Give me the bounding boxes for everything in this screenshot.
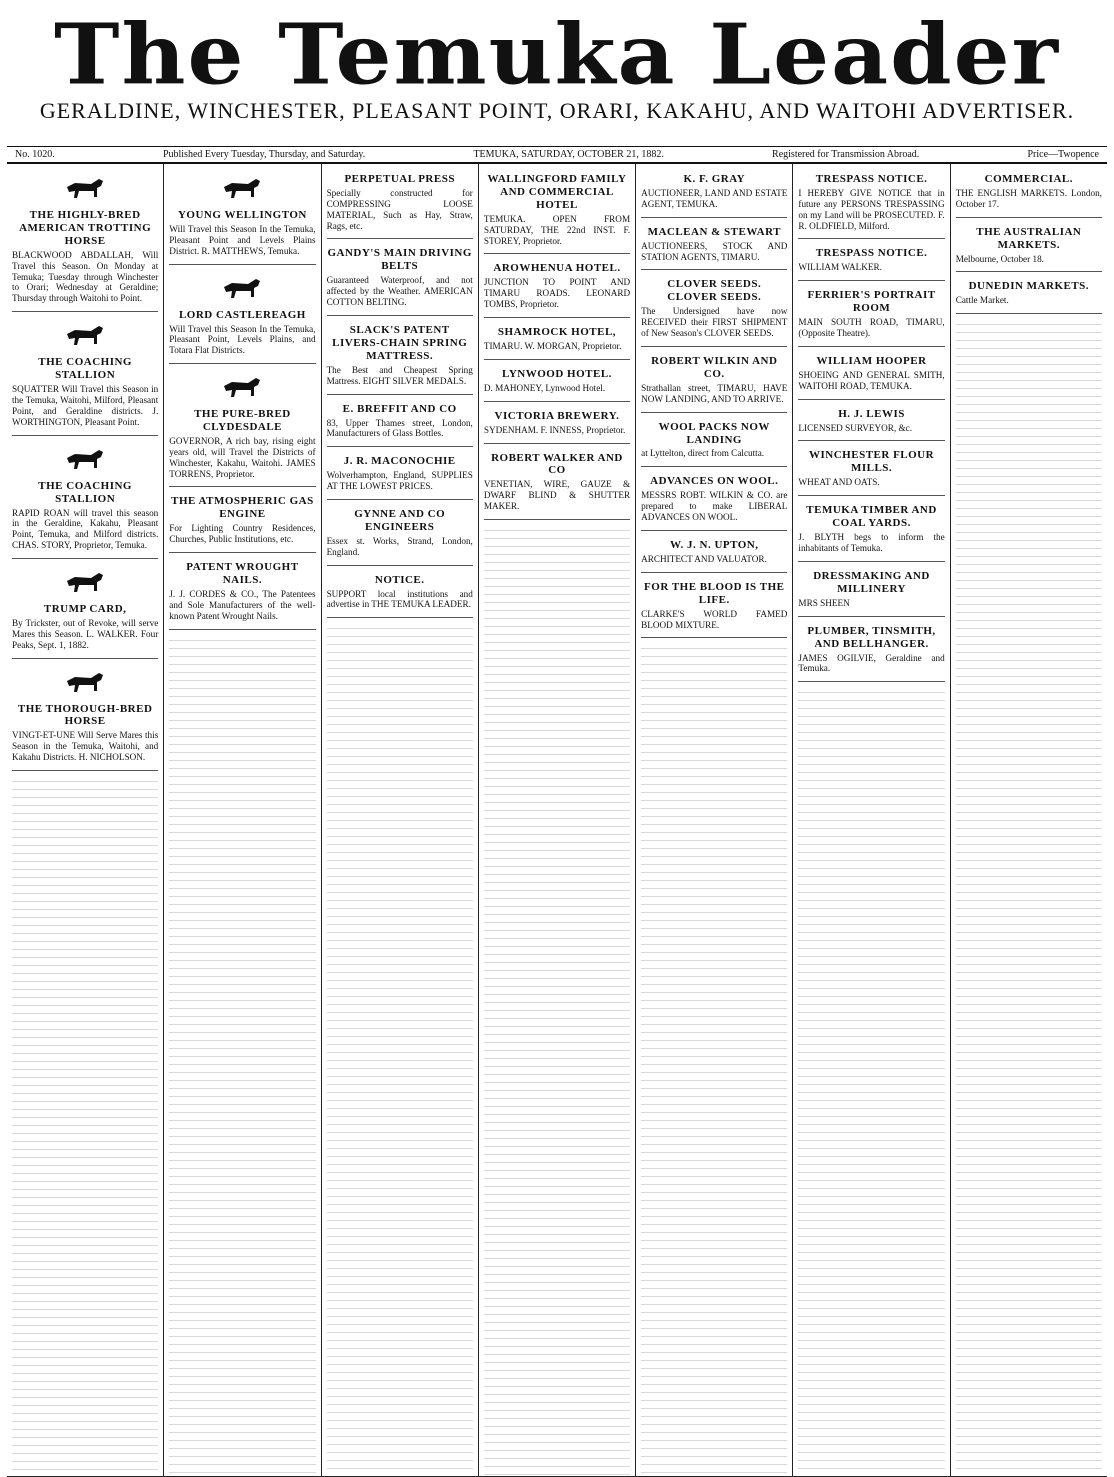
advertisement-heading: ROBERT WILKIN AND CO. — [651, 354, 778, 380]
advertisement-heading: YOUNG WELLINGTON — [177, 209, 307, 221]
advertisement — [798, 620, 944, 683]
advertisement-heading: VICTORIA BREWERY. — [494, 409, 620, 422]
advertisement-heading: MACLEAN & STEWART — [647, 225, 781, 238]
advertisement-heading: WILLIAM HOOPER — [816, 354, 927, 367]
advertisement — [327, 569, 473, 619]
advertisement — [641, 416, 787, 468]
advertisement-heading: THE THOROUGH-BRED HORSE — [17, 702, 153, 728]
advertisement-heading: TRESPASS NOTICE. — [815, 247, 928, 260]
advertisement-text: J. BLYTH begs to inform the inhabitants of Temuka. — [798, 532, 945, 553]
advertisement — [798, 242, 944, 281]
advertisement-heading: WOOL PACKS NOW LANDING — [658, 420, 770, 446]
advertisement-text: THE ENGLISH MARKETS. London, October 17. — [955, 187, 1102, 209]
advertisement — [484, 257, 630, 318]
advertisement-heading: THE ATMOSPHERIC GAS ENGINE — [171, 495, 314, 521]
advertisement-heading: H. J. LEWIS — [838, 407, 905, 420]
advertisement — [12, 315, 158, 435]
advertisement — [641, 168, 787, 218]
advertisement — [327, 450, 473, 500]
advertisement-heading: COMMERCIAL. — [984, 173, 1073, 185]
advertisement — [169, 490, 315, 553]
issue-date: TEMUKA, SATURDAY, OCTOBER 21, 1882. — [473, 149, 664, 160]
advertisement-heading: J. R. MACONOCHIE — [343, 455, 456, 468]
advertisement — [327, 398, 473, 448]
illegible-small-print — [169, 633, 315, 1476]
advertisement-heading: THE PURE-BRED CLYDESDALE — [194, 408, 291, 434]
advertisement — [169, 268, 315, 365]
advertisement-heading: LYNWOOD HOTEL. — [502, 367, 612, 380]
column-2 — [164, 164, 321, 1476]
column-7 — [951, 164, 1107, 1476]
column-5 — [636, 164, 793, 1476]
advertisement-text: Melbourne, October 18. — [955, 253, 1044, 264]
advertisement-heading: DRESSMAKING AND MILLINERY — [813, 569, 930, 595]
advertisement — [641, 350, 787, 413]
advertisement-heading: SHAMROCK HOTEL, — [497, 326, 617, 339]
advertisement-text: AUCTIONEER, LAND AND ESTATE AGENT, TEMUKA. — [641, 187, 788, 209]
advertisement-text: Will Travel this Season In the Temuka, Pleasant Point, Levels Plains, and Totara Flat Districts. — [169, 323, 316, 356]
advertisement-heading: DUNEDIN MARKETS. — [968, 280, 1090, 293]
advertisement-text: Will Travel this Season In the Temuka, Pleasant Point and Levels Plains District. R. MATTHEWS, Temuka. — [169, 223, 316, 256]
advertisement-text: MESSRS ROBT. WILKIN & CO. are prepared to make LIBERAL ADVANCES ON WOOL. — [641, 490, 788, 523]
advertisement — [956, 275, 1102, 314]
advertisement-heading: THE COACHING STALLION — [38, 356, 132, 382]
advertisement — [956, 168, 1102, 218]
advertisement-heading: FOR THE BLOOD IS THE LIFE. — [644, 580, 785, 606]
advertisement-text: Guaranteed Waterproof, and not affected by the Weather. AMERICAN COTTON BELTING. — [326, 275, 473, 308]
column-4 — [479, 164, 636, 1476]
advertisement-text: Essex st. Works, Strand, London, England. — [326, 535, 473, 557]
newspaper-subtitle: GERALDINE, WINCHESTER, PLEASANT POINT, ORARI, KAKAHU, AND WAITOHI ADVERTISER. — [39, 98, 1075, 123]
advertisement-text: at Lyttelton, direct from Calcutta. — [641, 448, 765, 459]
advertisement-text: TIMARU. W. MORGAN, Proprietor. — [483, 341, 622, 351]
advertisement-heading: ROBERT WALKER AND CO — [491, 451, 623, 477]
masthead — [7, 4, 1107, 122]
horse-engraving-icon — [218, 374, 266, 404]
advertisement-text: WHEAT AND OATS. — [798, 477, 880, 488]
advertisement — [798, 403, 944, 442]
advertisement-heading: W. J. N. UPTON, — [670, 538, 759, 551]
advertisement — [484, 321, 630, 360]
advertisement-text: MAIN SOUTH ROAD, TIMARU, (Opposite Theatre). — [798, 317, 945, 339]
advertisement-heading: AROWHENUA HOTEL. — [493, 262, 621, 275]
advertisement-text: MRS SHEEN — [798, 597, 850, 608]
illegible-small-print — [484, 523, 630, 1476]
advertisement — [169, 556, 315, 630]
advertisement-text: Strathallan street, TIMARU, HAVE NOW LANDING, AND TO ARRIVE. — [641, 382, 788, 404]
horse-engraving-icon — [218, 275, 266, 305]
advertisement — [641, 273, 787, 347]
advertisement — [327, 503, 473, 566]
column-3 — [322, 164, 479, 1476]
advertisement-heading: FERRIER'S PORTRAIT ROOM — [807, 289, 936, 315]
horse-engraving-icon — [61, 175, 109, 205]
advertisement — [12, 562, 158, 659]
advertisement — [956, 221, 1102, 273]
advertisement-heading: K. F. GRAY — [683, 173, 746, 185]
illegible-small-print — [12, 774, 158, 1476]
advertisement — [327, 168, 473, 239]
advertisement-text: I HEREBY GIVE NOTICE that in future any PERSONS TRESPASSING on my Land will be PROSECUTED. F. R. OLDFIELD, Milford. — [798, 187, 945, 231]
advertisement — [12, 168, 158, 312]
advertisement — [169, 168, 315, 265]
advertisement-heading: WALLINGFORD FAMILY AND COMMERCIAL HOTEL — [487, 173, 627, 211]
issue-schedule: Published Every Tuesday, Thursday, and Saturday. — [162, 149, 366, 160]
advertisement-text: SHOEING AND GENERAL SMITH, WAITOHI ROAD, TEMUKA. — [798, 369, 945, 391]
advertisement-text: By Trickster, out of Revoke, will serve Mares this Season. L. WALKER. Four Peaks, Sept. 1, 1882. — [12, 617, 159, 650]
advertisement-text: Wolverhampton, England, SUPPLIES AT THE LOWEST PRICES. — [326, 470, 473, 492]
advertisement-heading: WINCHESTER FLOUR MILLS. — [809, 449, 935, 475]
advertisement — [798, 350, 944, 400]
advertisement-heading: ADVANCES ON WOOL. — [650, 475, 779, 488]
advertisement-heading: SLACK'S PATENT LIVERS-CHAIN SPRING MATTRESS. — [332, 323, 468, 362]
advertisement-heading: PERPETUAL PRESS — [344, 173, 455, 185]
advertisement-text: VENETIAN, WIRE, GAUZE & DWARF BLIND & SHUTTER MAKER. — [483, 479, 631, 512]
advertisement — [12, 439, 158, 559]
horse-engraving-icon — [61, 669, 109, 699]
illegible-small-print — [798, 685, 944, 1476]
column-6 — [793, 164, 950, 1476]
advertisement-heading: PATENT WROUGHT NAILS. — [186, 561, 299, 587]
horse-engraving-icon — [61, 446, 109, 476]
advertisement-text: GOVERNOR, A rich bay, rising eight years old, will Travel the Districts of Winchester, Kakahu, Waitohi. JAMES TORRENS, Proprietor. — [169, 436, 316, 479]
advertisement-heading: TEMUKA TIMBER AND COAL YARDS. — [806, 504, 937, 530]
issue-number: No. 1020. — [15, 149, 55, 160]
advertisement-heading: GYNNE AND CO ENGINEERS — [354, 507, 446, 533]
advertisement-heading: CLOVER SEEDS. CLOVER SEEDS. — [667, 278, 762, 304]
illegible-small-print — [641, 641, 787, 1476]
horse-engraving-icon — [61, 569, 109, 599]
advertisement — [327, 242, 473, 316]
advertisement-heading: THE AUSTRALIAN MARKETS. — [976, 225, 1082, 251]
issue-line — [7, 146, 1107, 164]
advertisement-text: WILLIAM WALKER. — [798, 262, 882, 273]
newspaper-title: The Temuka Leader — [54, 4, 1060, 104]
horse-engraving-icon — [61, 322, 109, 352]
advertisement-text: 83, Upper Thames street, London, Manufacturers of Glass Bottles. — [326, 417, 473, 439]
advertisement — [641, 534, 787, 573]
advertisement-text: JUNCTION TO POINT AND TIMARU ROADS. LEONARD TOMBS, Proprietor. — [483, 277, 631, 310]
columns — [7, 164, 1107, 1477]
advertisement-text: BLACKWOOD ABDALLAH, Will Travel this Season. On Monday at Temuka; Tuesday through Winchester to Orari; Wednesday at Geraldine; Thursday through Waitohi to Point. — [12, 249, 159, 304]
advertisement-heading: LORD CASTLEREAGH — [178, 308, 306, 321]
advertisement — [798, 499, 944, 562]
illegible-small-print — [327, 621, 473, 1476]
advertisement-text: The Undersigned have now RECEIVED their FIRST SHIPMENT of New Season's CLOVER SEEDS. — [641, 306, 788, 339]
advertisement-heading: TRESPASS NOTICE. — [815, 173, 928, 185]
advertisement — [169, 367, 315, 487]
advertisement-text: D. MAHONEY, Lynwood Hotel. — [483, 382, 606, 393]
issue-price: Price—Twopence — [1027, 149, 1099, 160]
advertisement — [327, 319, 473, 395]
advertisement — [641, 221, 787, 271]
advertisement — [641, 470, 787, 531]
horse-engraving-icon — [218, 175, 266, 205]
advertisement — [12, 662, 158, 772]
advertisement-text: AUCTIONEERS, STOCK AND STATION AGENTS, TIMARU. — [641, 240, 788, 262]
advertisement-heading: GANDY'S MAIN DRIVING BELTS — [327, 247, 472, 273]
advertisement — [798, 284, 944, 347]
advertisement — [798, 444, 944, 496]
newspaper-page — [7, 4, 1107, 1466]
advertisement — [641, 576, 787, 639]
advertisement-text: TEMUKA. OPEN FROM SATURDAY, THE 22nd INST. F. STOREY, Proprietor. — [483, 213, 631, 246]
advertisement-text: JAMES OGILVIE, Geraldine and Temuka. — [798, 652, 945, 674]
advertisement-text: RAPID ROAN will travel this season in the Geraldine, Kakahu, Pleasant Point, Temuka, and Milford districts. CHAS. STORY, Proprietor, Temuka. — [12, 507, 159, 551]
advertisement-text: VINGT-ET-UNE Will Serve Mares this Season in the Temuka, Waitohi, and Kakahu Districts. H. NICHOLSON. — [12, 730, 159, 763]
advertisement-text: SYDENHAM. F. INNESS, Proprietor. — [483, 424, 626, 435]
advertisement-text: SQUATTER Will Travel this Season in the Temuka, Waitohi, Milford, Pleasant Point, and Geraldine districts. J. WORTHINGTON, Pleasant Point. — [12, 384, 159, 427]
advertisement-heading: THE HIGHLY-BRED AMERICAN TROTTING HORSE — [19, 209, 152, 247]
advertisement-text: LICENSED SURVEYOR, &c. — [798, 422, 913, 433]
advertisement-heading: E. BREFFIT AND CO — [342, 402, 457, 415]
advertisement-text: For Lighting Country Residences, Churches, Public Institutions, etc. — [169, 523, 316, 545]
advertisement-heading: TRUMP CARD, — [43, 602, 127, 615]
advertisement-text: CLARKE'S WORLD FAMED BLOOD MIXTURE. — [641, 608, 788, 630]
issue-registered: Registered for Transmission Abroad. — [772, 149, 920, 160]
advertisement-text: Specially constructed for COMPRESSING LOOSE MATERIAL, Such as Hay, Straw, Rags, etc. — [326, 187, 473, 231]
advertisement-text: ARCHITECT AND VALUATOR. — [641, 553, 767, 564]
advertisement-heading: PLUMBER, TINSMITH, AND BELLHANGER. — [807, 624, 936, 650]
advertisement-text: J. J. CORDES & CO., The Patentees and Sole Manufacturers of the well-known Patent Wrought Nails. — [169, 589, 316, 621]
advertisement-heading: NOTICE. — [374, 573, 425, 586]
advertisement-text: The Best and Cheapest Spring Mattress. EIGHT SILVER MEDALS. — [326, 364, 473, 386]
column-1 — [7, 164, 164, 1476]
advertisement — [484, 447, 630, 521]
advertisement — [798, 565, 944, 617]
advertisement — [484, 405, 630, 444]
advertisement — [798, 168, 944, 239]
advertisement — [484, 168, 630, 254]
advertisement — [484, 363, 630, 402]
advertisement-text: SUPPORT local institutions and advertise in THE TEMUKA LEADER. — [326, 588, 473, 610]
advertisement-heading: THE COACHING STALLION — [38, 479, 132, 505]
illegible-small-print — [956, 317, 1102, 1476]
advertisement-text: Cattle Market. — [955, 295, 1009, 306]
